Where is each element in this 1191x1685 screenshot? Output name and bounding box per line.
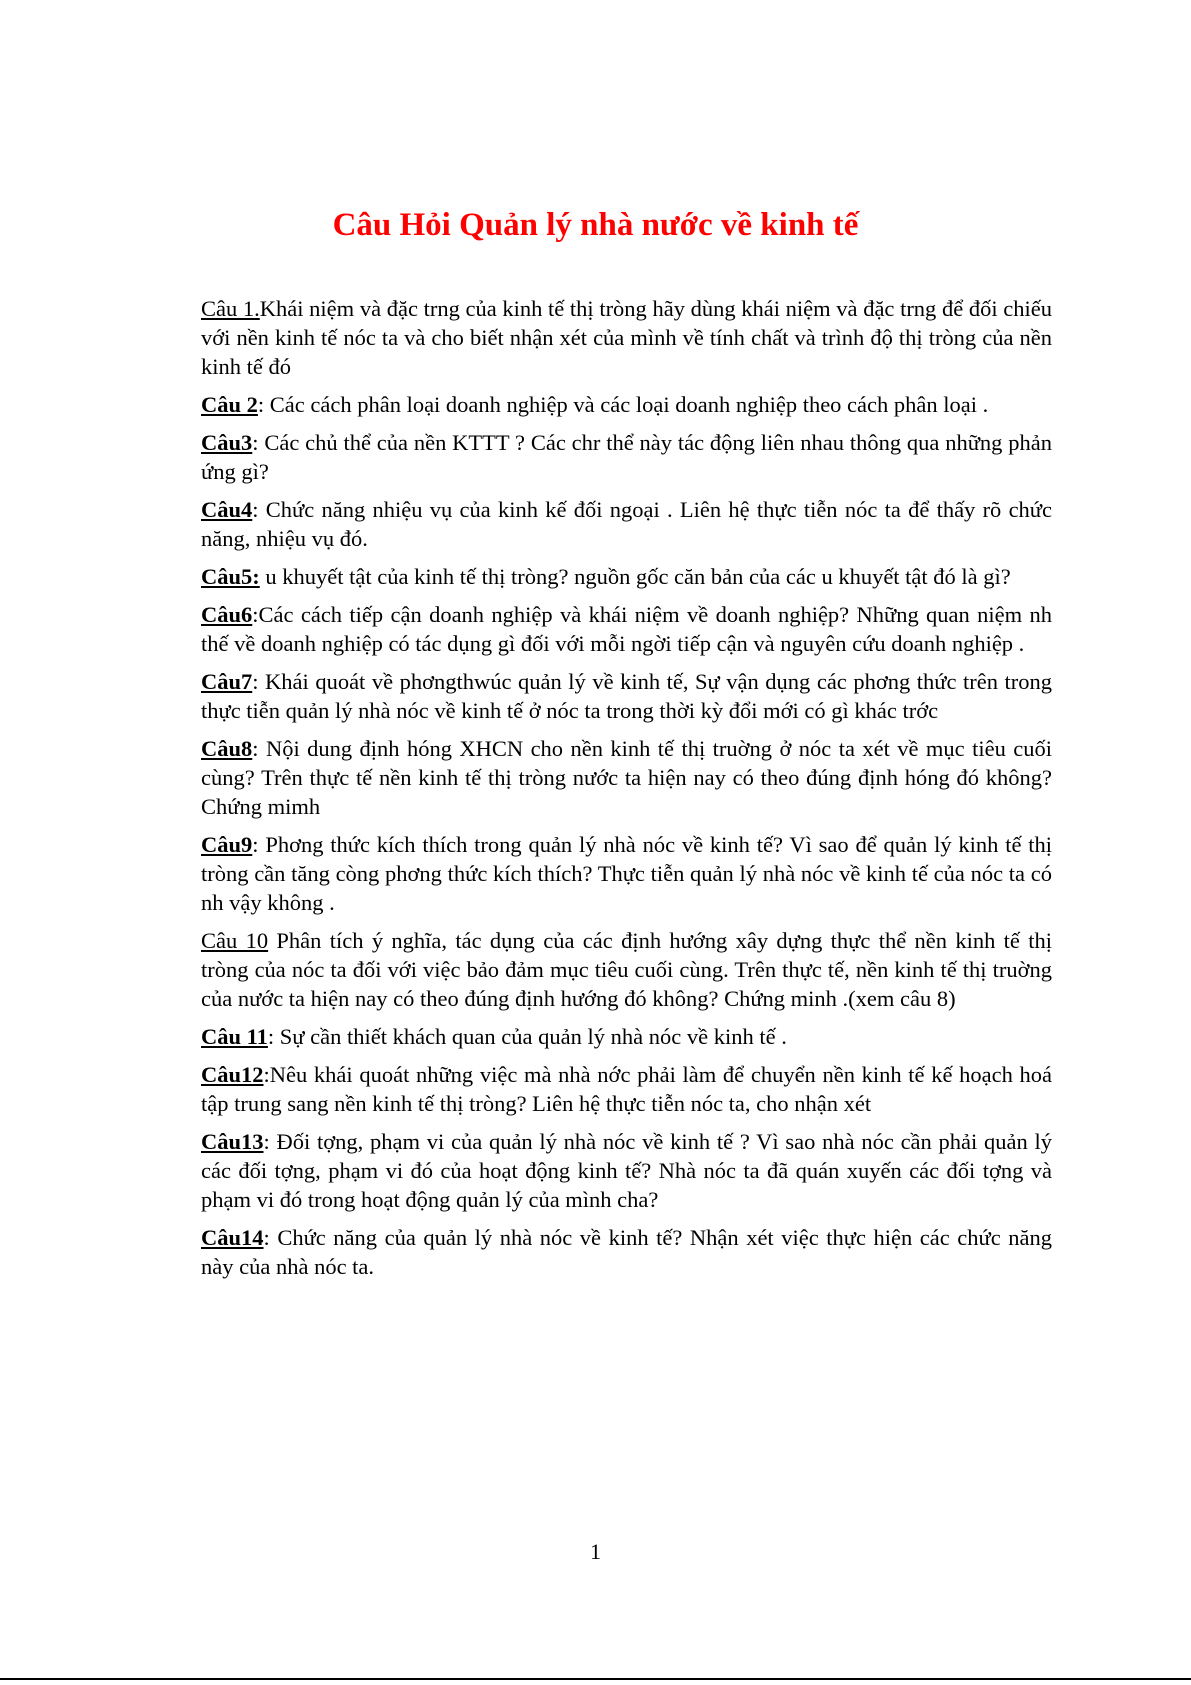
question-item xyxy=(201,830,1052,917)
question-item xyxy=(201,390,1052,419)
question-item xyxy=(201,1127,1052,1214)
question-text: : Chức năng của quản lý nhà nóc về kinh tế? Nhận xét việc thực hiện các chức năng này của nhà nóc ta. xyxy=(201,1225,1052,1279)
question-label: Câu9 xyxy=(201,832,253,857)
question-label: Câu6 xyxy=(201,602,253,627)
question-label: Câu4 xyxy=(201,497,253,522)
question-text: :Các cách tiếp cận doanh nghiệp và khái niệm về doanh nghiệp? Những quan niệm nh thế về doanh nghiệp có tác dụng gì đối với mỗi ngời tiếp cận và nguyên cứu doanh nghiệp . xyxy=(201,602,1052,656)
question-label: Câu13 xyxy=(201,1129,264,1154)
question-label: Câu 2 xyxy=(201,392,258,417)
question-label: Câu 11 xyxy=(201,1024,268,1049)
question-text: : Khái quoát về phơngthwúc quản lý về kinh tế, Sự vận dụng các phơng thức trên trong thực tiễn quản lý nhà nóc về kinh tế ở nóc ta trong thời kỳ đổi mới có gì khác trớc xyxy=(201,669,1052,723)
question-item xyxy=(201,562,1052,591)
question-label: Câu8 xyxy=(201,736,253,761)
question-label: Câu14 xyxy=(201,1225,264,1250)
question-item xyxy=(201,667,1052,725)
question-item xyxy=(201,495,1052,553)
question-text: Phân tích ý nghĩa, tác dụng của các định hướng xây dựng thực thể nền kinh tế thị tròng của nóc ta đối với việc bảo đảm mục tiêu cuối cùng. Trên thực tế, nền kinh tế thị truờng của nước ta hiện nay có theo đúng định hướng đó không? Chứng minh .(xem câu 8) xyxy=(201,928,1052,1011)
question-text: : Các cách phân loại doanh nghiệp và các loại doanh nghiệp theo cách phân loại . xyxy=(257,392,989,417)
question-text: : Đối tợng, phạm vi của quản lý nhà nóc về kinh tế ? Vì sao nhà nóc cần phải quản lý các đối tợng, phạm vi đó của hoạt động kinh tế? Nhà nóc ta đã quán xuyến các đối tợng và phạm vi đó trong hoạt động quản lý của mình cha? xyxy=(201,1129,1052,1212)
document-title: Câu Hỏi Quản lý nhà nước về kinh tế xyxy=(332,207,859,243)
page-number: 1 xyxy=(590,1539,601,1564)
question-text: : Chức năng nhiệu vụ của kinh kế đối ngoại . Liên hệ thực tiễn nóc ta để thấy rõ chức năng, nhiệu vụ đó. xyxy=(201,497,1052,551)
question-label: Câu5: xyxy=(201,564,260,589)
question-text: : Phơng thức kích thích trong quản lý nhà nóc về kinh tế? Vì sao để quản lý kinh tế thị tròng cần tăng còng phơng thức kích thích? Thực tiễn quản lý nhà nóc về kinh tế của nóc ta có nh vậy không . xyxy=(201,832,1052,915)
question-label: Câu 1. xyxy=(201,296,260,321)
question-label: Câu12 xyxy=(201,1062,264,1087)
question-text: Khái niệm và đặc trng của kinh tế thị tròng hãy dùng khái niệm và đặc trng để đối chiếu với nền kinh tế nóc ta và cho biết nhận xét của mình về tính chất và trình độ thị tròng của nền kinh tế đó xyxy=(201,296,1052,379)
question-item xyxy=(201,294,1052,381)
question-label: Câu7 xyxy=(201,669,253,694)
question-item xyxy=(201,926,1052,1013)
question-text: : Sự cần thiết khách quan của quản lý nhà nóc về kinh tế . xyxy=(267,1024,787,1049)
question-text: u khuyết tật của kinh tế thị tròng? nguồn gốc căn bản của các u khuyết tật đó là gì? xyxy=(259,564,1011,589)
question-item xyxy=(201,1022,1052,1051)
question-label: Câu 10 xyxy=(201,928,269,953)
question-item xyxy=(201,734,1052,821)
question-item xyxy=(201,600,1052,658)
question-item xyxy=(201,1060,1052,1118)
question-text: : Nội dung định hóng XHCN cho nền kinh tế thị truờng ở nóc ta xét về mục tiêu cuối cùng? Trên thực tế nền kinh tế thị tròng nước ta hiện nay có theo đúng định hóng đó không? Chứng mimh xyxy=(201,736,1052,819)
bottom-divider xyxy=(0,1678,1191,1680)
question-item xyxy=(201,428,1052,486)
question-text: :Nêu khái quoát những việc mà nhà nớc phải làm để chuyển nền kinh tế kế hoạch hoá tập trung sang nền kinh tế thị tròng? Liên hệ thực tiễn nóc ta, cho nhận xét xyxy=(201,1062,1052,1116)
question-label: Câu3 xyxy=(201,430,253,455)
question-item xyxy=(201,1223,1052,1281)
question-text: : Các chủ thể của nền KTTT ? Các chr thể này tác động liên nhau thông qua những phản ứng gì? xyxy=(201,430,1052,484)
question-list xyxy=(201,294,1052,1290)
